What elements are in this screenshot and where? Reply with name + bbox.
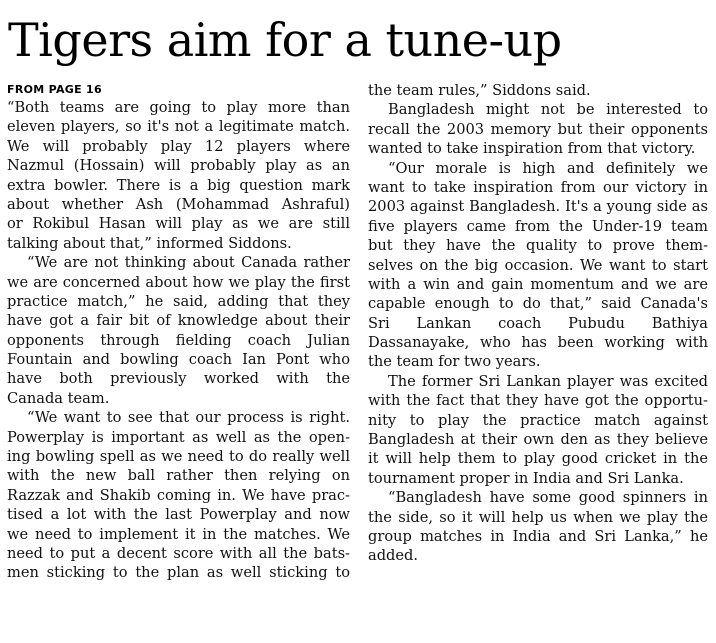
text-line: wanted to take inspiration from that victory. xyxy=(368,140,696,158)
text-line: Fountain and bowling coach Ian Pont who xyxy=(7,351,350,369)
text-line: eleven players, so it's not a legitimate match. xyxy=(7,118,350,136)
text-line: recall the 2003 memory but their opponents xyxy=(368,120,708,138)
text-line: 2003 against Bangladesh. It's a young side as xyxy=(368,198,708,216)
text-line: Sri Lankan coach Pubudu Bathiya xyxy=(368,314,708,332)
text-line: with the new ball rather then relying on xyxy=(7,467,350,485)
text-line: capable enough to do that,” said Canada's xyxy=(368,295,708,313)
text-line: nity to play the practice match against xyxy=(368,411,708,429)
text-line: talking about that,” informed Siddons. xyxy=(7,234,292,252)
text-line: the team rules,” Siddons said. xyxy=(368,82,591,99)
text-line: practice match,” he said, adding that they xyxy=(7,292,350,310)
text-line: tournament proper in India and Sri Lanka. xyxy=(368,469,684,487)
text-line: opponents through fielding coach Julian xyxy=(7,331,350,349)
text-line: with a win and gain momentum and we are xyxy=(368,275,708,293)
text-line: the team for two years. xyxy=(368,353,541,371)
article-column-left xyxy=(7,81,350,583)
text-line: We will probably play 12 players where xyxy=(7,137,350,155)
text-line: Bangladesh might not be interested to xyxy=(388,101,708,119)
text-line: with the fact that they have got the opportu- xyxy=(368,392,708,410)
text-line: group matches in India and Sri Lanka,” he xyxy=(368,527,708,545)
text-line: Nazmul (Hossain) will probably play as an xyxy=(7,157,350,175)
article-headline: Tigers aim for a tune-up xyxy=(8,13,562,67)
text-line: Razzak and Shakib coming in. We have prac- xyxy=(7,486,350,504)
text-line: need to put a decent score with all the bats- xyxy=(7,544,350,562)
text-line: The former Sri Lankan player was excited xyxy=(388,372,708,390)
text-line: or Rokibul Hasan will play as we are still xyxy=(7,215,350,233)
article-column-right xyxy=(368,81,708,566)
text-line: we are concerned about how we play the first xyxy=(7,273,350,291)
text-line: Canada team. xyxy=(7,389,110,407)
text-line: have got a fair bit of knowledge about their xyxy=(7,312,350,330)
text-line: Powerplay is important as well as the open- xyxy=(7,428,350,446)
text-line: men sticking to the plan as well sticking to xyxy=(7,564,350,582)
text-line: ing bowling spell as we need to do really well xyxy=(7,448,350,466)
text-line: extra bowler. There is a big question mark xyxy=(7,176,350,194)
text-line: Bangladesh at their own den as they believe xyxy=(368,431,708,449)
text-line: “We want to see that our process is right. xyxy=(27,409,350,427)
text-line: the side, so it will help us when we play the xyxy=(368,508,708,526)
text-line: “Bangladesh have some good spinners in xyxy=(388,489,708,507)
continuation-kicker: FROM PAGE 16 xyxy=(7,83,102,96)
text-line: but they have the quality to prove them- xyxy=(368,237,708,255)
text-line: “Both teams are going to play more than xyxy=(7,99,350,116)
text-line: have both previously worked with the xyxy=(7,370,350,388)
text-line: want to take inspiration from our victory in xyxy=(368,178,708,196)
text-line: “We are not thinking about Canada rather xyxy=(27,254,350,272)
text-line: we need to implement it in the matches. We xyxy=(7,525,350,543)
text-line: five players came from the Under-19 team xyxy=(368,217,708,235)
text-line: selves on the big occasion. We want to start xyxy=(368,256,708,274)
text-line: about whether Ash (Mohammad Ashraful) xyxy=(7,195,350,213)
text-line: Dassanayake, who has been working with xyxy=(368,334,708,352)
text-line: “Our morale is high and definitely we xyxy=(388,159,708,177)
text-line: tised a lot with the last Powerplay and now xyxy=(7,506,350,524)
text-line: added. xyxy=(368,547,419,565)
text-line: it will help them to play good cricket in the xyxy=(368,450,708,468)
